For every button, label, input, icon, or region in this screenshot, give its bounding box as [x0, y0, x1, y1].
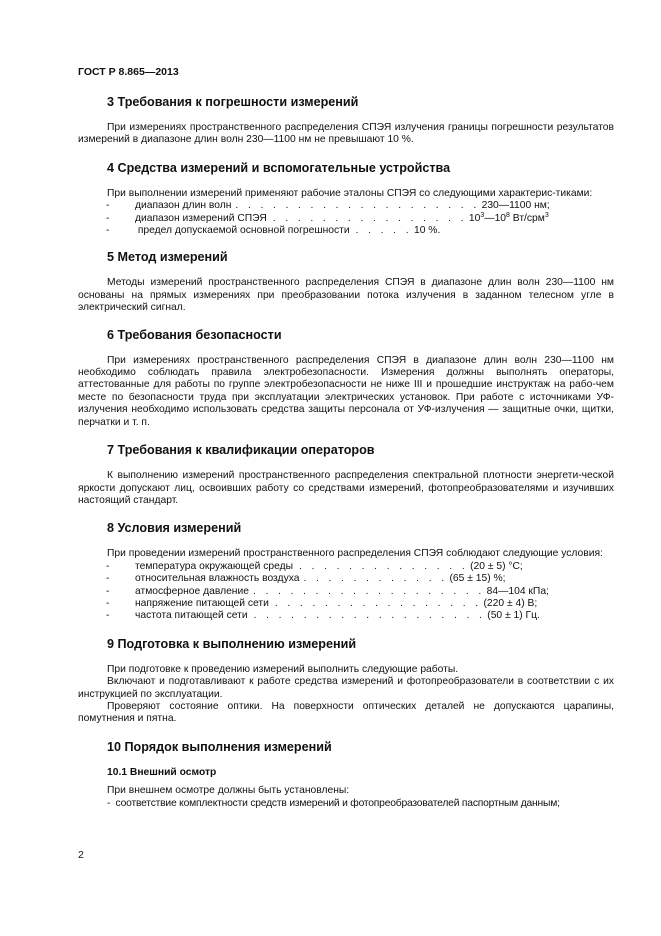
section-6-title: 6 Требования безопасности: [107, 327, 282, 342]
section-10-1-list-item: - соответствие комплектности средств измерений и фотопреобразователей паспортным данным;: [107, 797, 560, 809]
measurement-range-value: $10^3—10^8$ Вт/срм$^3$: [468, 211, 549, 224]
section-10-title: 10 Порядок выполнения измерений: [107, 739, 332, 754]
section-6-paragraph: При измерениях пространственного распределения СПЭЯ в диапазоне длин волн 230—1100 нм необходимо соблюдать правила электробезопасности. Измерения должны выполнять операторы, аттестованные для работы по группе электробезопасности не ниже III и прошедшие инструктаж на рабо-чем месте по безопасности труда при эксплуатации электрических установок. При работе с источниками УФ-излучения необходимо использовать средства защиты персонала от УФ-излучения — защитные очки, щитки, перчатки и т. п.: [78, 354, 614, 428]
section-3-title: 3 Требования к погрешности измерений: [107, 95, 359, 109]
list-item: - диапазон измерений СПЭЯ . . . . . . . . . . . . . . . . $10^3—10^8$ Вт/срм$^3$: [106, 211, 549, 224]
section-7-paragraph: К выполнению измерений пространственного распределения спектральной плотности энергети-ческой яркости допускают лиц, освоивших работу со средствами измерений, фотопреобразователями и изучивших настоящий стандарт.: [78, 470, 614, 506]
section-4-title: 4 Средства измерений и вспомогательные устройства: [107, 160, 451, 175]
section-7-title: 7 Требования к квалификации операторов: [107, 443, 375, 458]
list-item: - частота питающей сети . . . . . . . . . . . . . . . . . . . (50 ± 1) Гц.: [106, 610, 540, 622]
section-10-1-paragraph: При внешнем осмотре должны быть установлены:: [107, 785, 350, 797]
section-3-paragraph: При измерениях пространственного распределения СПЭЯ излучения границы погрешности результатов измерений в диапазоне длин волн 230—1100 нм не превышают 10 %.: [78, 122, 614, 146]
page-number: 2: [78, 849, 84, 861]
list-item: - относительная влажность воздуха . . . . . . . . . . . . (65 ± 15) %;: [106, 573, 506, 585]
subsection-10-1-title: 10.1 Внешний осмотр: [107, 766, 217, 778]
section-9-paragraph-1: При подготовке к проведению измерений выполнить следующие работы.: [107, 663, 459, 675]
list-item: - температура окружающей среды . . . . . . . . . . . . . . (20 ± 5) °С;: [106, 560, 523, 572]
section-9-title: 9 Подготовка к выполнению измерений: [107, 636, 357, 651]
list-item: - диапазон длин волн . . . . . . . . . . . . . . . . . . . . 230—1100 нм;: [106, 200, 550, 212]
section-4-paragraph: При выполнении измерений применяют рабочие эталоны СПЭЯ со следующими характерис-тиками:: [107, 187, 593, 199]
section-8-paragraph: При проведении измерений пространственного распределения СПЭЯ соблюдают следующие условия:: [107, 548, 603, 560]
page-content: [78, 92, 614, 810]
section-5-paragraph: Методы измерений пространственного распределения СПЭЯ в диапазоне длин волн 230—1100 нм основаны на прямых измерениях при преобразовании потока излучения в заданном телесном угле в электрический сигнал.: [78, 277, 614, 314]
section-5-title: 5 Метод измерений: [107, 250, 228, 265]
list-item: - атмосферное давление . . . . . . . . . . . . . . . . . . . 84—104 кПа;: [106, 585, 549, 597]
list-item: - предел допускаемой основной погрешности . . . . . 10 %.: [106, 225, 441, 237]
section-8-title: 8 Условия измерений: [107, 521, 242, 536]
document-header: ГОСТ Р 8.865—2013: [78, 66, 179, 78]
section-9-paragraph-3: Проверяют состояние оптики. На поверхности оптических деталей не допускаются царапины, помутнения и пятна.: [78, 700, 614, 725]
section-9-paragraph-2: Включают и подготавливают к работе средства измерений и фотопреобразователи в соответствии с их инструкцией по эксплуатации.: [78, 676, 614, 700]
list-item: - напряжение питающей сети . . . . . . . . . . . . . . . . . (220 ± 4) В;: [106, 597, 538, 609]
